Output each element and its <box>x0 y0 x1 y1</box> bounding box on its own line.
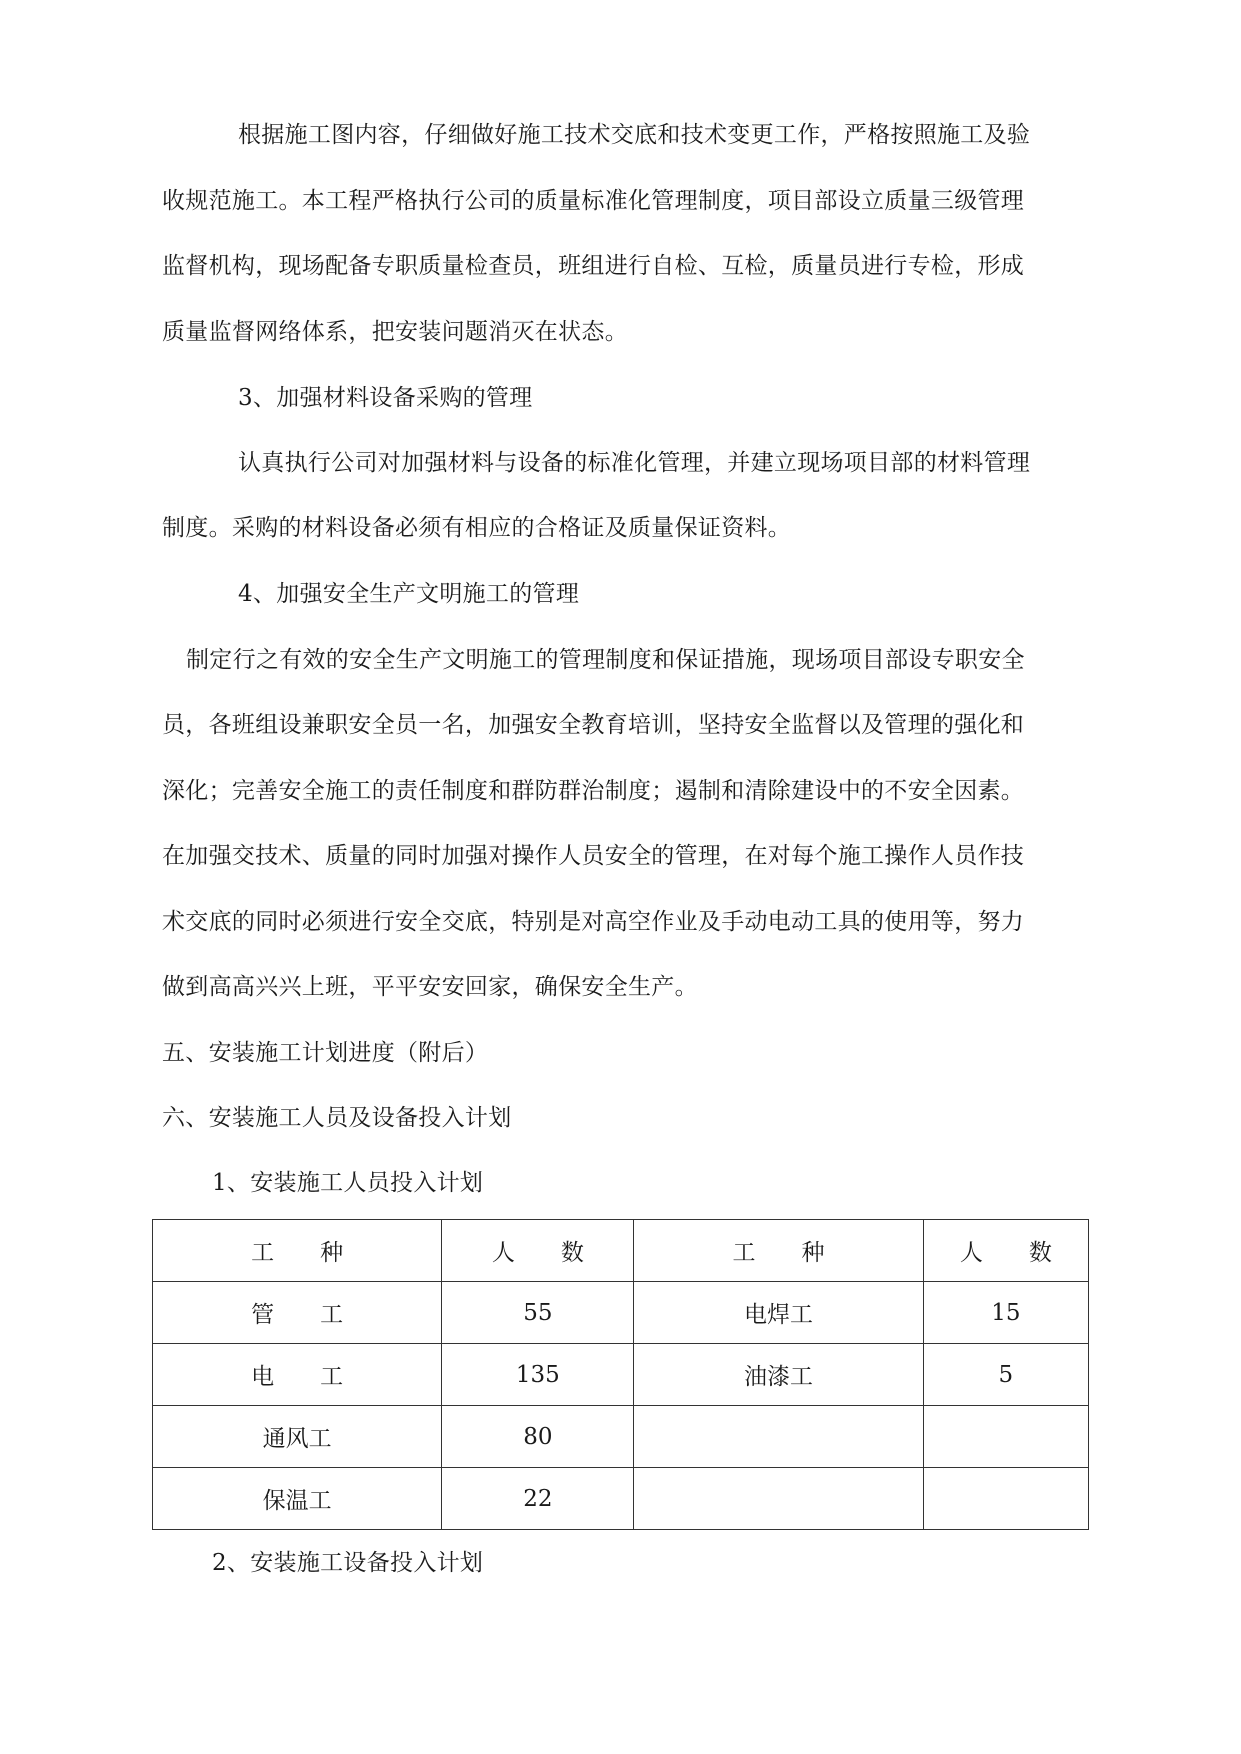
chapter-heading-schedule: 五、安装施工计划进度（附后） <box>162 1040 489 1066</box>
table-cell: 保温工 <box>153 1468 442 1530</box>
table-cell: 管 工 <box>153 1282 442 1344</box>
text-line: 制定行之有效的安全生产文明施工的管理制度和保证措施，现场项目部设专职安全 <box>186 647 1025 673</box>
text-line: 质量监督网络体系，把安装问题消灭在状态。 <box>162 319 628 345</box>
table-cell: 5 <box>923 1344 1088 1406</box>
text-line: 认真执行公司对加强材料与设备的标准化管理，并建立现场项目部的材料管理 <box>238 450 1031 476</box>
table-cell: 通风工 <box>153 1406 442 1468</box>
personnel-table <box>152 1219 1089 1530</box>
table-cell: 55 <box>442 1282 634 1344</box>
table-cell: 电 工 <box>153 1344 442 1406</box>
table-cell <box>923 1468 1088 1530</box>
header-cell-trade: 工 种 <box>634 1220 923 1282</box>
text-line: 术交底的同时必须进行安全交底，特别是对高空作业及手动电动工具的使用等，努力 <box>162 909 1025 935</box>
table-row <box>153 1344 1089 1406</box>
table-cell: 22 <box>442 1468 634 1530</box>
text-line: 制度。采购的材料设备必须有相应的合格证及质量保证资料。 <box>162 515 792 541</box>
table-cell: 电焊工 <box>634 1282 923 1344</box>
text-line: 根据施工图内容，仔细做好施工技术交底和技术变更工作，严格按照施工及验 <box>238 122 1031 148</box>
text-line: 做到高高兴兴上班，平平安安回家，确保安全生产。 <box>162 974 698 1000</box>
table-row <box>153 1468 1089 1530</box>
header-cell-count: 人 数 <box>923 1220 1088 1282</box>
table-cell <box>634 1406 923 1468</box>
text-line: 员，各班组设兼职安全员一名，加强安全教育培训，坚持安全监督以及管理的强化和 <box>162 712 1025 738</box>
chapter-heading-personnel-equipment: 六、安装施工人员及设备投入计划 <box>162 1105 512 1131</box>
text-line: 深化；完善安全施工的责任制度和群防群治制度；遏制和清除建设中的不安全因素。 <box>162 778 1025 804</box>
table-row <box>153 1282 1089 1344</box>
table-cell: 80 <box>442 1406 634 1468</box>
table-cell <box>923 1406 1088 1468</box>
table-cell: 油漆工 <box>634 1344 923 1406</box>
text-line: 监督机构，现场配备专职质量检查员，班组进行自检、互检，质量员进行专检，形成 <box>162 253 1025 279</box>
header-cell-count: 人 数 <box>442 1220 634 1282</box>
table-cell: 135 <box>442 1344 634 1406</box>
table-row <box>153 1406 1089 1468</box>
subheading-personnel-plan: 1、安装施工人员投入计划 <box>212 1170 484 1196</box>
text-line: 收规范施工。本工程严格执行公司的质量标准化管理制度，项目部设立质量三级管理 <box>162 188 1025 214</box>
header-cell-trade: 工 种 <box>153 1220 442 1282</box>
table-cell <box>634 1468 923 1530</box>
text-line: 在加强交技术、质量的同时加强对操作人员安全的管理，在对每个施工操作人员作技 <box>162 843 1025 869</box>
section-heading-safety: 4、加强安全生产文明施工的管理 <box>238 581 580 607</box>
subheading-equipment-plan: 2、安装施工设备投入计划 <box>212 1550 484 1576</box>
section-heading-materials: 3、加强材料设备采购的管理 <box>238 385 533 411</box>
table-header-row <box>153 1220 1089 1282</box>
table-cell: 15 <box>923 1282 1088 1344</box>
